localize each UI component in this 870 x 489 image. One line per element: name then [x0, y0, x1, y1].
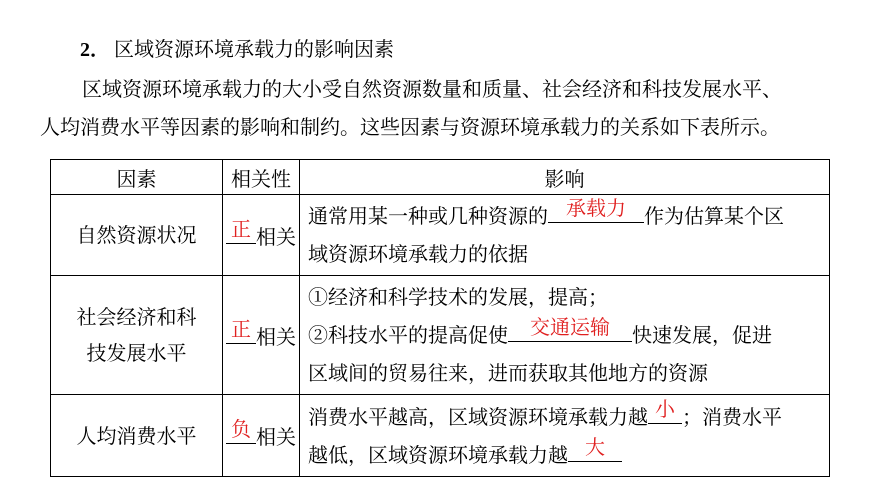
relation-cell	[223, 395, 300, 477]
answer-text: 承载力	[566, 196, 626, 220]
header-relation: 相关性	[223, 160, 300, 195]
intro-paragraph	[40, 70, 840, 146]
factors-table	[50, 159, 830, 477]
effect-line: ①经济和科学技术的发展，提高；	[308, 285, 608, 309]
effect-text: 通常用某一种或几种资源的	[308, 204, 548, 228]
effect-line: 域资源环境承载力的依据	[308, 242, 528, 266]
answer-text: 正	[231, 216, 251, 241]
relation-cell	[223, 276, 300, 395]
table-header-row	[51, 160, 830, 195]
answer-blank	[508, 315, 632, 342]
factor-text: 社会经济和科	[76, 305, 197, 329]
answer-blank	[568, 434, 622, 462]
relation-suffix: 相关	[256, 224, 296, 249]
section-title: 区域资源环境承载力的影响因素	[114, 37, 394, 61]
answer-blank	[226, 216, 256, 244]
section-number: 2．	[80, 39, 110, 61]
effect-line: 区域间的贸易往来，进而获取其他地方的资源	[308, 361, 708, 385]
section-heading	[80, 33, 394, 62]
effect-cell	[300, 395, 830, 477]
effect-line	[308, 398, 821, 436]
factor-cell	[51, 395, 223, 477]
answer-text: 小	[655, 396, 675, 421]
factor-text: 人均消费水平	[76, 423, 197, 448]
factor-cell	[51, 276, 223, 395]
answer-text: 负	[231, 417, 251, 441]
factor-text: 技发展水平	[86, 341, 187, 365]
answer-blank	[226, 316, 256, 344]
effect-line	[308, 436, 821, 474]
answer-text: 正	[231, 316, 251, 341]
effect-cell	[300, 195, 830, 276]
relation-suffix: 相关	[256, 425, 296, 449]
answer-text: 大	[585, 434, 605, 459]
answer-blank	[548, 196, 644, 223]
effect-text: ；消费水平	[682, 404, 782, 429]
answer-blank	[648, 396, 682, 424]
intro-line-2: 人均消费水平等因素的影响和制约。这些因素与资源环境承载力的关系如下表所示。	[40, 115, 780, 139]
effect-text: 作为估算某个区	[644, 204, 784, 228]
table-row	[51, 195, 830, 276]
relation-cell	[223, 195, 300, 276]
answer-text: 交通运输	[530, 315, 610, 339]
answer-blank	[226, 417, 256, 444]
header-factor: 因素	[51, 160, 223, 195]
effect-text: ②科技水平的提高促使	[308, 323, 508, 347]
table-row	[51, 395, 830, 477]
effect-line	[308, 197, 821, 235]
table-row	[51, 276, 830, 395]
effect-text: 快速发展，促进	[632, 323, 772, 347]
effect-cell	[300, 276, 830, 395]
relation-suffix: 相关	[256, 324, 296, 349]
effect-text: 越低，区域资源环境承载力越	[308, 442, 568, 467]
header-effect: 影响	[300, 160, 830, 195]
factor-text: 自然资源状况	[76, 223, 197, 247]
effect-line	[308, 316, 821, 354]
factor-cell	[51, 195, 223, 276]
effect-text: 消费水平越高，区域资源环境承载力越	[308, 404, 648, 429]
intro-line-1: 区域资源环境承载力的大小受自然资源数量和质量、社会经济和科技发展水平、	[82, 77, 782, 101]
